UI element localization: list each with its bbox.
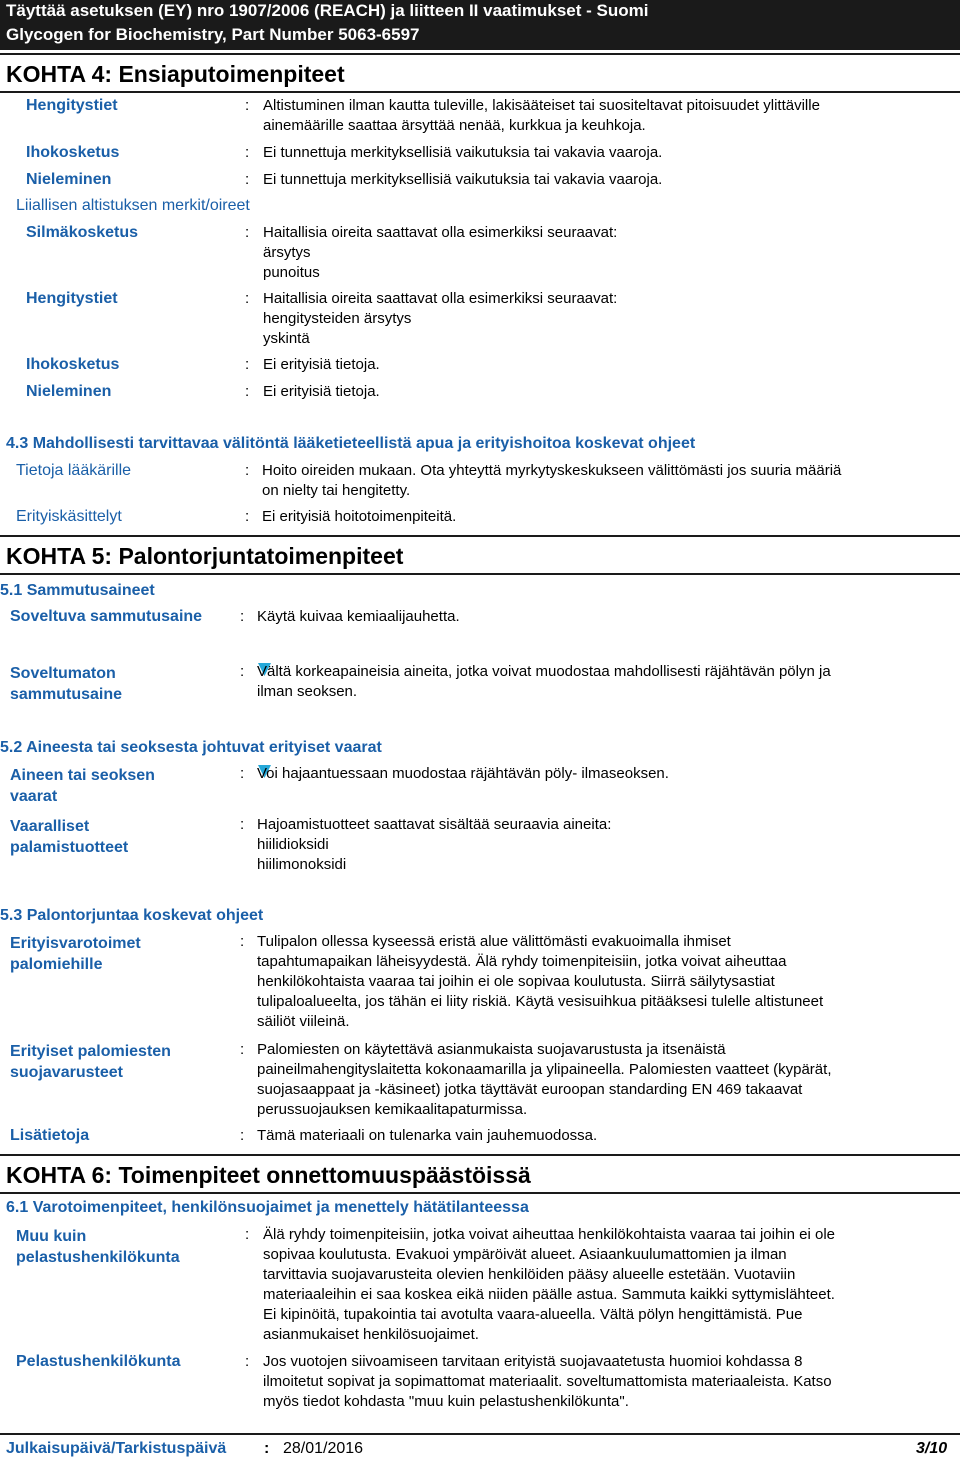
section-6-header xyxy=(0,1154,960,1194)
row-value: Voi hajaantuessaan muodostaa räjähtävän pöly- ilmaseoksen. xyxy=(257,765,669,782)
colon: : xyxy=(245,144,250,161)
colon: : xyxy=(245,462,250,479)
footer-divider xyxy=(0,1433,960,1435)
colon: : xyxy=(245,1353,250,1370)
row-label: Ihokosketus xyxy=(26,356,120,373)
colon: : xyxy=(245,97,250,114)
subsection-5-2-title: 5.2 Aineesta tai seoksesta johtuvat erityiset vaarat xyxy=(0,739,382,756)
section-5-title: KOHTA 5: Palontorjuntatoimenpiteet xyxy=(6,543,404,569)
document-header xyxy=(0,0,960,50)
row-label: Soveltumaton sammutusaine xyxy=(10,665,123,703)
subsection-4-3-title: 4.3 Mahdollisesti tarvittavaa välitöntä lääketieteellistä apua ja erityishoitoa koskevat ohjeet xyxy=(6,435,696,452)
row-value: Ei tunnettuja merkityksellisiä vaikutuksia tai vakavia vaaroja. xyxy=(263,144,663,161)
row-label: Erityiskäsittelyt xyxy=(16,508,122,525)
row-value: Jos vuotojen siivoamiseen tarvitaan erityistä suojavaatetusta huomioi kohdassa 8 ilmoitetut sopivat ja sopimattomat materiaalit. soveltumattomista materiaaleista. Katso myös tiedot kohdasta "muu kuin pelastushenkilökunta". xyxy=(263,1353,832,1410)
row-value: Tulipalon ollessa kyseessä eristä alue välittömästi evakuoimalla ihmiset tapahtumapaikan läheisyydestä. Älä ryhdy toimenpiteisiin, jotka voivat aiheuttaa henkilökohtaista vaaraa tai joihin ei ole sopivaa koulutusta. Siirrä säilytysastiat tulipaloalueelta, jos tähän ei liity riskiä. Käytä vesisuihkua pitääksesi tulelle altistuneet säiliöt viileinä. xyxy=(257,933,824,1030)
row-label: Silmäkosketus xyxy=(26,224,139,241)
row-value: Ei tunnettuja merkityksellisiä vaikutuksia tai vakavia vaaroja. xyxy=(263,171,663,188)
colon: : xyxy=(240,933,245,950)
footer-colon: : xyxy=(264,1440,270,1457)
regulation-line: Täyttää asetuksen (EY) nro 1907/2006 (REACH) ja liitteen II vaatimukset - Suomi xyxy=(6,1,649,20)
colon: : xyxy=(245,1226,250,1243)
row-value: Käytä kuivaa kemiaalijauhetta. xyxy=(257,608,460,625)
colon: : xyxy=(245,356,250,373)
row-value: Tämä materiaali on tulenarka vain jauhemuodossa. xyxy=(257,1127,598,1144)
colon: : xyxy=(245,290,250,307)
row-value: Palomiesten on käytettävä asianmukaista suojavarustusta ja itsenäistä paineilmahengityslaitetta kokonaamarilla ja ylipaineella. Palomiesten vaatteet (kypärät, suojasaappaat ja -käsineet) jotka täyttävät euroopan standarding EN 469 takaavat perussuojauksen kemikaalitapaturmissa. xyxy=(257,1041,832,1118)
row-label: Aineen tai seoksen vaarat xyxy=(10,767,155,805)
subsection-5-1-title: 5.1 Sammutusaineet xyxy=(0,582,155,599)
row-value: Haitallisia oireita saattavat olla esimerkiksi seuraavat: hengitysteiden ärsytys yskintä xyxy=(263,290,618,347)
row-label: Erityisvarotoimet palomiehille xyxy=(10,935,141,973)
colon: : xyxy=(240,1127,245,1144)
row-value: Ei erityisiä tietoja. xyxy=(263,383,380,400)
section-5-header xyxy=(0,535,960,575)
row-label: Erityiset palomiesten suojavarusteet xyxy=(10,1043,171,1081)
subsection-5-3-title: 5.3 Palontorjuntaa koskevat ohjeet xyxy=(0,907,264,924)
row-value: Altistuminen ilman kautta tuleville, lakisääteiset tai suositeltavat pitoisuudet ylittäville ainemäärille saattaa ärsyttää nenää, kurkkua ja keuhkoja. xyxy=(263,97,820,134)
row-value: Haitallisia oireita saattavat olla esimerkiksi seuraavat: ärsytys punoitus xyxy=(263,224,618,281)
colon: : xyxy=(245,224,250,241)
row-label: Tietoja lääkärille xyxy=(16,462,132,479)
colon: : xyxy=(245,508,250,525)
colon: : xyxy=(240,608,245,625)
section-6-title: KOHTA 6: Toimenpiteet onnettomuuspäästöissä xyxy=(6,1162,531,1188)
page-number: 3/10 xyxy=(916,1440,948,1457)
row-label: Hengitystiet xyxy=(26,97,118,114)
colon: : xyxy=(240,816,245,833)
row-value: Vältä korkeapaineisia aineita, jotka voivat muodostaa mahdollisesti räjähtävän pölyn ja ilman seoksen. xyxy=(257,663,831,700)
colon: : xyxy=(245,383,250,400)
row-value: Ei erityisiä tietoja. xyxy=(263,356,380,373)
row-value: Älä ryhdy toimenpiteisiin, jotka voivat aiheuttaa henkilökohtaista vaaraa tai joihin ei ole sopivaa koulutusta. Evakuoi ympäröivät alueet. Asiaankuulumattomien ja ilman tarvittavia suojavarusteita olevien henkilöiden pääsy alueelle estetään. Vuotaviin materiaaleihin ei saa koskea eikä niiden päälle astua. Sammuta kaikki syttymislähteet. Ei kipinöitä, tupakointia tai avotulta vaara-alueella. Vältä pölyn hengittämistä. Pue asianmukaiset henkilösuojaimet. xyxy=(263,1226,835,1343)
row-value: Ei erityisiä hoitotoimenpiteitä. xyxy=(262,508,457,525)
row-label: Muu kuin pelastushenkilökunta xyxy=(16,1228,180,1266)
row-label: Nieleminen xyxy=(26,171,112,188)
footer-label: Julkaisupäivä/Tarkistuspäivä xyxy=(6,1440,227,1457)
row-value: Hajoamistuotteet saattavat sisältää seuraavia aineita: hiilidioksidi hiilimonoksidi xyxy=(257,816,612,873)
colon: : xyxy=(240,1041,245,1058)
row-label: Hengitystiet xyxy=(26,290,118,307)
row-label: Vaaralliset palamistuotteet xyxy=(10,818,129,856)
row-label: Soveltuva sammutusaine xyxy=(10,608,203,625)
row-label: Pelastushenkilökunta xyxy=(16,1353,181,1370)
row-label: Ihokosketus xyxy=(26,144,120,161)
row-label: Lisätietoja xyxy=(10,1127,90,1144)
product-line: Glycogen for Biochemistry, Part Number 5063-6597 xyxy=(6,25,420,44)
row-value: Hoito oireiden mukaan. Ota yhteyttä myrkytyskeskukseen välittömästi jos suuria määriä on nielty tai hengitetty. xyxy=(262,462,842,499)
colon: : xyxy=(240,663,245,680)
overexposure-title: Liiallisen altistuksen merkit/oireet xyxy=(16,197,250,214)
colon: : xyxy=(245,171,250,188)
footer-date: 28/01/2016 xyxy=(283,1440,364,1457)
colon: : xyxy=(240,765,245,782)
section-4-header xyxy=(0,53,960,93)
row-label: Nieleminen xyxy=(26,383,112,400)
section-4-title: KOHTA 4: Ensiaputoimenpiteet xyxy=(6,61,345,87)
subsection-6-1-title: 6.1 Varotoimenpiteet, henkilönsuojaimet ja menettely hätätilanteessa xyxy=(6,1199,529,1216)
